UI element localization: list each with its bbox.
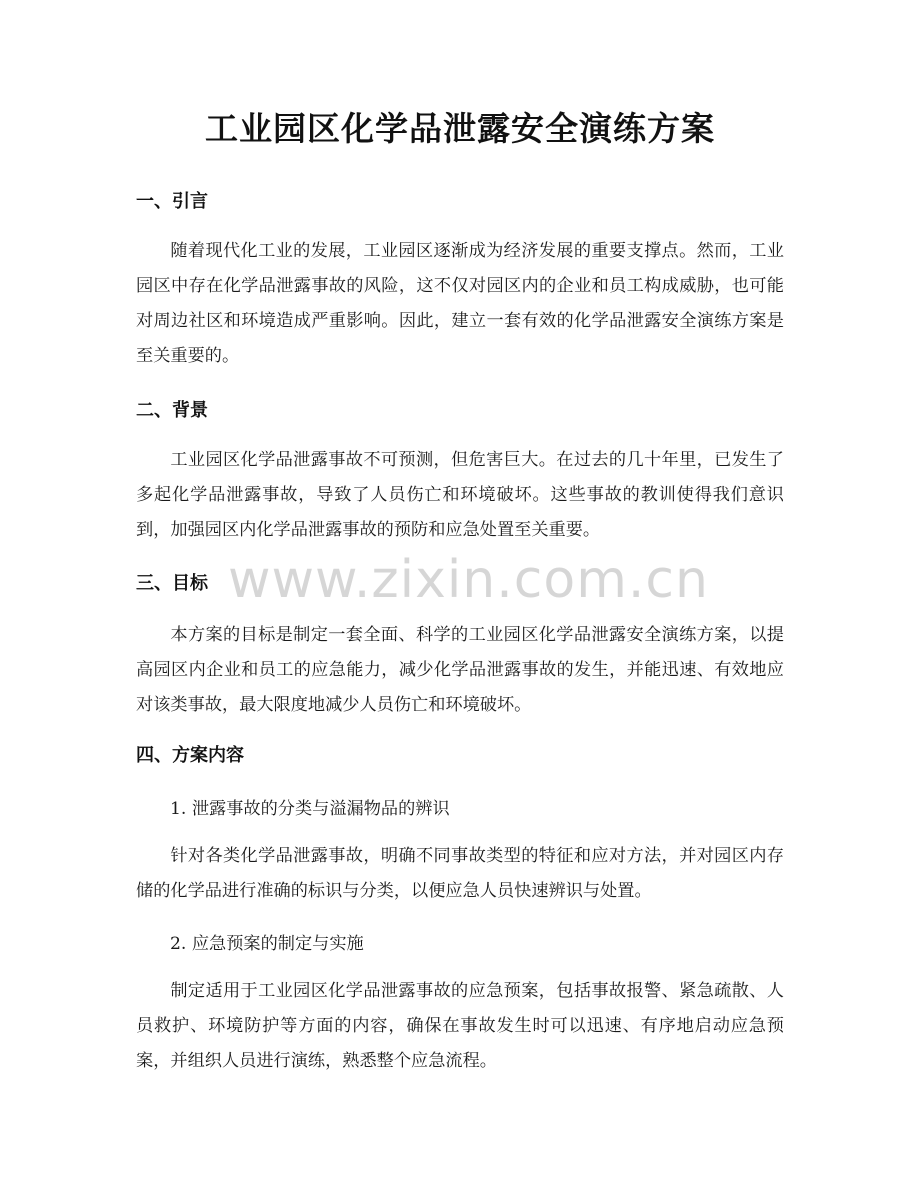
subsection-heading-classification: 1. 泄露事故的分类与溢漏物品的辨识 <box>170 799 450 819</box>
section-paragraph-goals: 本方案的目标是制定一套全面、科学的工业园区化学品泄露安全演练方案，以提高园区内企业和员工的应急能力，减少化学品泄露事故的发生，并能迅速、有效地应对该类事故，最大限度地减少人员伤亡和环境破坏。 <box>136 625 784 715</box>
section-heading-background: 二、背景 <box>136 400 208 421</box>
section-heading-plan-content: 四、方案内容 <box>136 745 244 766</box>
subsection-paragraph-emergency-plan: 制定适用于工业园区化学品泄露事故的应急预案，包括事故报警、紧急疏散、人员救护、环境防护等方面的内容，确保在事故发生时可以迅速、有序地启动应急预案，并组织人员进行演练，熟悉整个应急流程。 <box>136 981 784 1071</box>
section-heading-goals: 三、目标 <box>136 573 208 594</box>
document-title: 工业园区化学品泄露安全演练方案 <box>205 109 715 148</box>
watermark: www.zixin.com.cn <box>228 550 709 610</box>
section-heading-introduction: 一、引言 <box>136 191 208 212</box>
subsection-heading-emergency-plan: 2. 应急预案的制定与实施 <box>170 934 364 954</box>
subsection-paragraph-classification: 针对各类化学品泄露事故，明确不同事故类型的特征和应对方法，并对园区内存储的化学品进行准确的标识与分类，以便应急人员快速辨识与处置。 <box>136 846 784 901</box>
section-paragraph-background: 工业园区化学品泄露事故不可预测，但危害巨大。在过去的几十年里，已发生了多起化学品泄露事故，导致了人员伤亡和环境破坏。这些事故的教训使得我们意识到，加强园区内化学品泄露事故的预防和应急处置至关重要。 <box>136 450 784 540</box>
section-paragraph-introduction: 随着现代化工业的发展，工业园区逐渐成为经济发展的重要支撑点。然而，工业园区中存在化学品泄露事故的风险，这不仅对园区内的企业和员工构成威胁，也可能对周边社区和环境造成严重影响。因此，建立一套有效的化学品泄露安全演练方案是至关重要的。 <box>136 241 784 366</box>
